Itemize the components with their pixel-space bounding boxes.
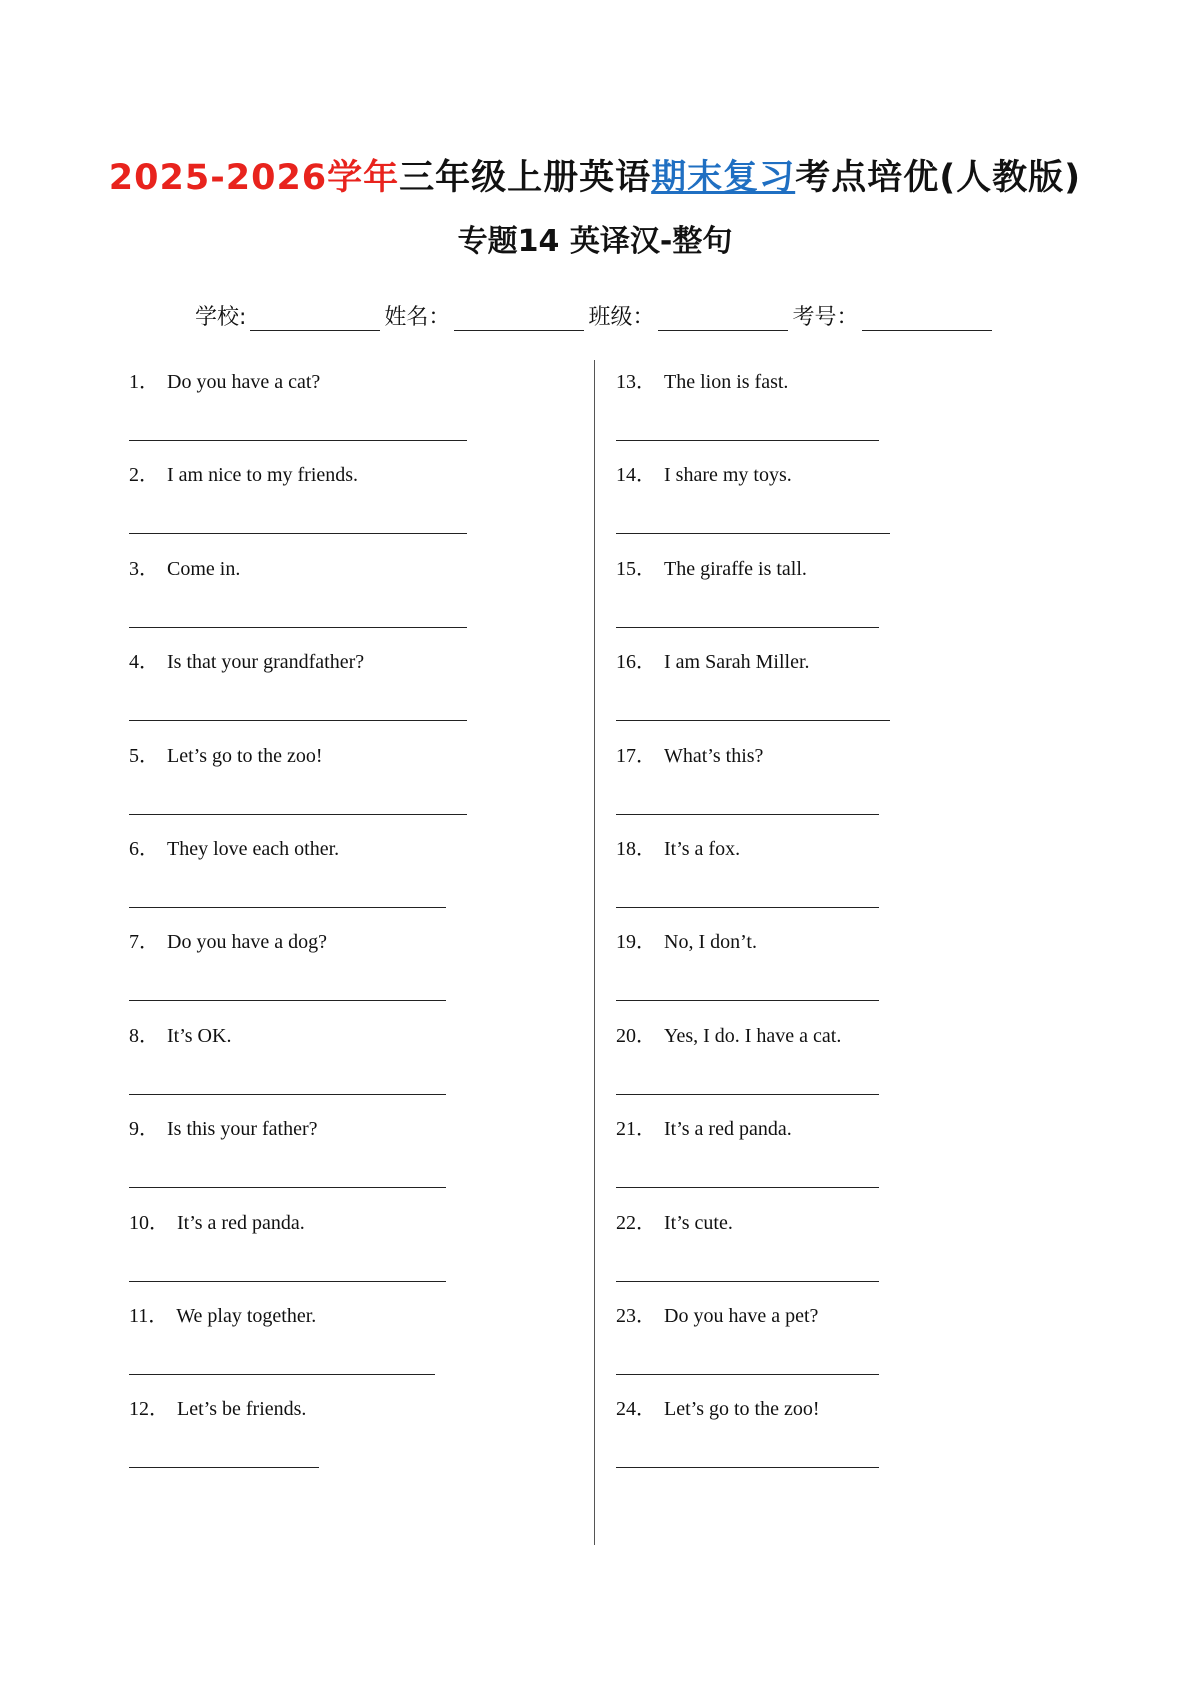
question-item bbox=[129, 645, 364, 674]
answer-line[interactable] bbox=[616, 440, 879, 441]
answer-line[interactable] bbox=[129, 440, 467, 441]
answer-line[interactable] bbox=[616, 1467, 879, 1468]
title-edition: 考点培优(人教版) bbox=[795, 158, 1082, 198]
question-item bbox=[129, 739, 323, 768]
answer-line[interactable] bbox=[616, 907, 879, 908]
question-item bbox=[616, 1112, 792, 1141]
name-field[interactable] bbox=[454, 308, 584, 331]
answer-line[interactable] bbox=[616, 1374, 879, 1375]
question-item bbox=[129, 925, 327, 954]
question-text: I am nice to my friends. bbox=[167, 464, 359, 487]
question-text: We play together. bbox=[176, 1305, 317, 1327]
question-item bbox=[616, 1392, 820, 1421]
question-text: What’s this? bbox=[664, 744, 764, 767]
question-item bbox=[129, 832, 339, 861]
school-label: 学校: bbox=[195, 305, 247, 330]
question-number: 20． bbox=[616, 1024, 656, 1047]
page-title bbox=[0, 150, 1190, 200]
question-number: 12． bbox=[129, 1398, 169, 1421]
answer-line[interactable] bbox=[616, 1187, 879, 1188]
title-grade: 三年级上册英语 bbox=[399, 158, 652, 198]
answer-line[interactable] bbox=[616, 720, 890, 721]
question-text: I share my toys. bbox=[664, 464, 792, 487]
question-number: 10． bbox=[129, 1211, 169, 1234]
question-number: 6． bbox=[129, 838, 159, 860]
answer-line[interactable] bbox=[616, 1000, 879, 1001]
answer-line[interactable] bbox=[129, 907, 446, 908]
question-text: No, I don’t. bbox=[664, 931, 757, 954]
question-number: 19． bbox=[616, 931, 656, 954]
question-number: 17． bbox=[616, 744, 656, 767]
answer-line[interactable] bbox=[129, 814, 467, 815]
question-item bbox=[616, 739, 763, 768]
question-item bbox=[616, 365, 788, 394]
question-item bbox=[129, 1019, 231, 1048]
question-text: I am Sarah Miller. bbox=[664, 651, 810, 674]
question-number: 23． bbox=[616, 1305, 656, 1327]
question-item bbox=[616, 1206, 733, 1235]
question-text: Yes, I do. I have a cat. bbox=[664, 1024, 842, 1047]
question-number: 3． bbox=[129, 557, 159, 580]
answer-line[interactable] bbox=[616, 814, 879, 815]
question-item bbox=[129, 365, 320, 394]
question-number: 4． bbox=[129, 651, 159, 674]
question-number: 7． bbox=[129, 931, 159, 954]
question-item bbox=[129, 1299, 316, 1328]
answer-line[interactable] bbox=[129, 1467, 319, 1468]
column-divider bbox=[594, 360, 595, 1545]
question-text: Is that your grandfather? bbox=[167, 651, 365, 674]
class-field[interactable] bbox=[658, 308, 788, 331]
answer-line[interactable] bbox=[129, 533, 467, 534]
answer-line[interactable] bbox=[616, 1281, 879, 1282]
question-number: 9． bbox=[129, 1118, 159, 1141]
answer-line[interactable] bbox=[129, 1187, 446, 1188]
question-text: It’s OK. bbox=[167, 1024, 232, 1047]
question-number: 22． bbox=[616, 1211, 656, 1234]
answer-line[interactable] bbox=[129, 1094, 446, 1095]
question-text: It’s cute. bbox=[664, 1211, 733, 1234]
title-year: 2025-2026学年 bbox=[108, 158, 400, 198]
question-text: Let’s go to the zoo! bbox=[167, 744, 323, 767]
answer-line[interactable] bbox=[616, 533, 890, 534]
question-text: The giraffe is tall. bbox=[664, 557, 807, 580]
question-item bbox=[616, 832, 740, 861]
answer-line[interactable] bbox=[616, 1094, 879, 1095]
question-item bbox=[129, 552, 240, 581]
question-item bbox=[129, 1392, 306, 1421]
question-text: Let’s go to the zoo! bbox=[664, 1398, 820, 1421]
question-item bbox=[616, 552, 807, 581]
answer-line[interactable] bbox=[129, 1000, 446, 1001]
question-number: 13． bbox=[616, 371, 656, 393]
question-text: The lion is fast. bbox=[664, 371, 789, 393]
question-number: 2． bbox=[129, 464, 159, 487]
question-text: Come in. bbox=[167, 557, 241, 580]
answer-line[interactable] bbox=[129, 720, 467, 721]
exam-no-label: 考号： bbox=[792, 305, 859, 330]
question-text: Is this your father? bbox=[167, 1118, 318, 1141]
question-text: They love each other. bbox=[167, 838, 340, 860]
student-info-row bbox=[195, 300, 996, 331]
question-item bbox=[129, 1112, 318, 1141]
question-text: It’s a fox. bbox=[664, 838, 741, 860]
question-text: It’s a red panda. bbox=[177, 1211, 305, 1234]
question-item bbox=[616, 925, 757, 954]
question-text: Do you have a pet? bbox=[664, 1305, 819, 1327]
question-number: 24． bbox=[616, 1398, 656, 1421]
question-text: It’s a red panda. bbox=[664, 1118, 792, 1141]
question-item bbox=[616, 1019, 841, 1048]
question-number: 14． bbox=[616, 464, 656, 487]
question-item bbox=[616, 458, 792, 487]
question-number: 16． bbox=[616, 651, 656, 674]
question-number: 11． bbox=[129, 1305, 169, 1327]
question-item bbox=[616, 1299, 818, 1328]
question-number: 8． bbox=[129, 1024, 159, 1047]
question-number: 5． bbox=[129, 744, 159, 767]
school-field[interactable] bbox=[250, 308, 380, 331]
answer-line[interactable] bbox=[129, 627, 467, 628]
question-number: 15． bbox=[616, 557, 656, 580]
question-number: 21． bbox=[616, 1118, 656, 1141]
page-subtitle: 专题14 英译汉-整句 bbox=[457, 224, 733, 259]
title-review: 期末复习 bbox=[651, 158, 796, 198]
question-text: Do you have a dog? bbox=[167, 931, 327, 954]
answer-line[interactable] bbox=[616, 627, 879, 628]
question-text: Do you have a cat? bbox=[167, 371, 321, 393]
question-text: Let’s be friends. bbox=[177, 1398, 307, 1421]
answer-line[interactable] bbox=[129, 1374, 435, 1375]
question-number: 18． bbox=[616, 838, 656, 860]
question-number: 1． bbox=[129, 371, 159, 393]
answer-line[interactable] bbox=[129, 1281, 446, 1282]
question-item bbox=[616, 645, 810, 674]
class-label: 班级： bbox=[588, 305, 655, 330]
name-label: 姓名： bbox=[384, 305, 451, 330]
question-item bbox=[129, 1206, 305, 1235]
question-item bbox=[129, 458, 358, 487]
exam-no-field[interactable] bbox=[862, 308, 992, 331]
